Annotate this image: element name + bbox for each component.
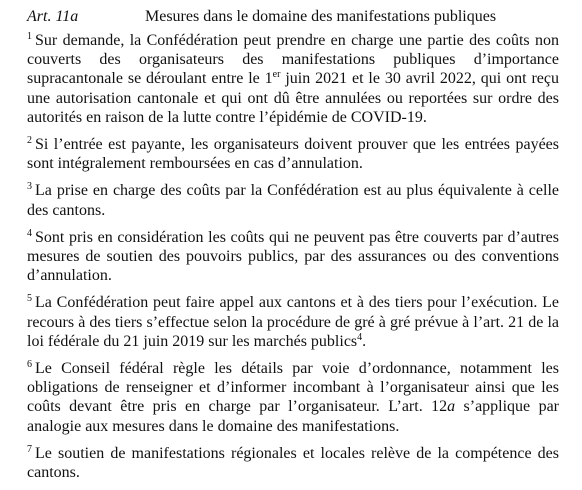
article-letter: a <box>447 398 456 416</box>
paragraph-number: 3 <box>27 181 32 193</box>
article-document <box>27 7 559 490</box>
paragraph-number: 6 <box>27 359 32 371</box>
paragraph-text: La prise en charge des coûts par la Confédération est au plus équivalente à celle des cantons. <box>27 182 559 219</box>
paragraph-number: 5 <box>27 293 32 305</box>
paragraph-1 <box>27 31 559 127</box>
ordinal-superscript: er <box>272 69 281 81</box>
paragraph-text: Sont pris en considération les coûts qui ne peuvent pas être couverts par d’autres mesures de soutien des pouvoirs publics, par des assurances ou des conventions d’annulation. <box>27 228 559 285</box>
article-number: Art. 11a <box>27 8 79 25</box>
paragraph-text: La Confédération peut faire appel aux cantons et à des tiers pour l’exécution. Le recours à des tiers s’effectue selon la procédure de gré à gré prévue à l’art. 21 de la loi fédérale du 21 juin 2019 sur les marchés publics <box>27 294 559 350</box>
article-title: Mesures dans le domaine des manifestations publiques <box>145 8 497 25</box>
footnote-reference[interactable]: 4 <box>357 331 363 343</box>
paragraph-text: Le Conseil fédéral règle les détails par voie d’ordonnance, notamment les obligations de renseigner et d’informer incombant à l’organisateur ainsi que les coûts devant être pris en charge par l’organisateur. L’art. 12 <box>27 360 559 416</box>
paragraph-text: Le soutien de manifestations régionales et locales relève de la compétence des cantons. <box>27 444 559 482</box>
paragraph-text: s’applique par analogie aux mesures dans le domaine des manifestations. <box>27 398 559 435</box>
paragraph-3 <box>27 181 559 219</box>
paragraph-text: Sur demande, la Confédération peut prendre en charge une partie des coûts non couverts des organisateurs des manifestations publiques d’importance supracantonale se déroulant entre le 1 <box>27 32 559 88</box>
paragraph-4 <box>27 228 559 286</box>
paragraph-text: Si l’entrée est payante, les organisateurs doivent prouver que les entrées payées sont intégralement remboursées en cas d’annulation. <box>27 136 559 173</box>
paragraph-text: juin 2021 et le 30 avril 2022, qui ont reçu une autorisation cantonale et qui ont dû être annulées ou reportées sur ordre des autorités en raison de la lutte contre l’épidémie de COVID-19. <box>27 70 559 126</box>
paragraph-number: 1 <box>27 31 32 42</box>
paragraph-7 <box>27 444 559 482</box>
paragraph-number: 4 <box>27 227 32 239</box>
paragraph-text-end: . <box>362 332 367 350</box>
paragraph-number: 7 <box>27 443 32 455</box>
paragraph-2 <box>27 135 559 173</box>
paragraph-5 <box>27 293 559 351</box>
paragraph-number: 2 <box>27 135 32 147</box>
article-header <box>27 7 559 31</box>
paragraph-6 <box>27 359 559 436</box>
